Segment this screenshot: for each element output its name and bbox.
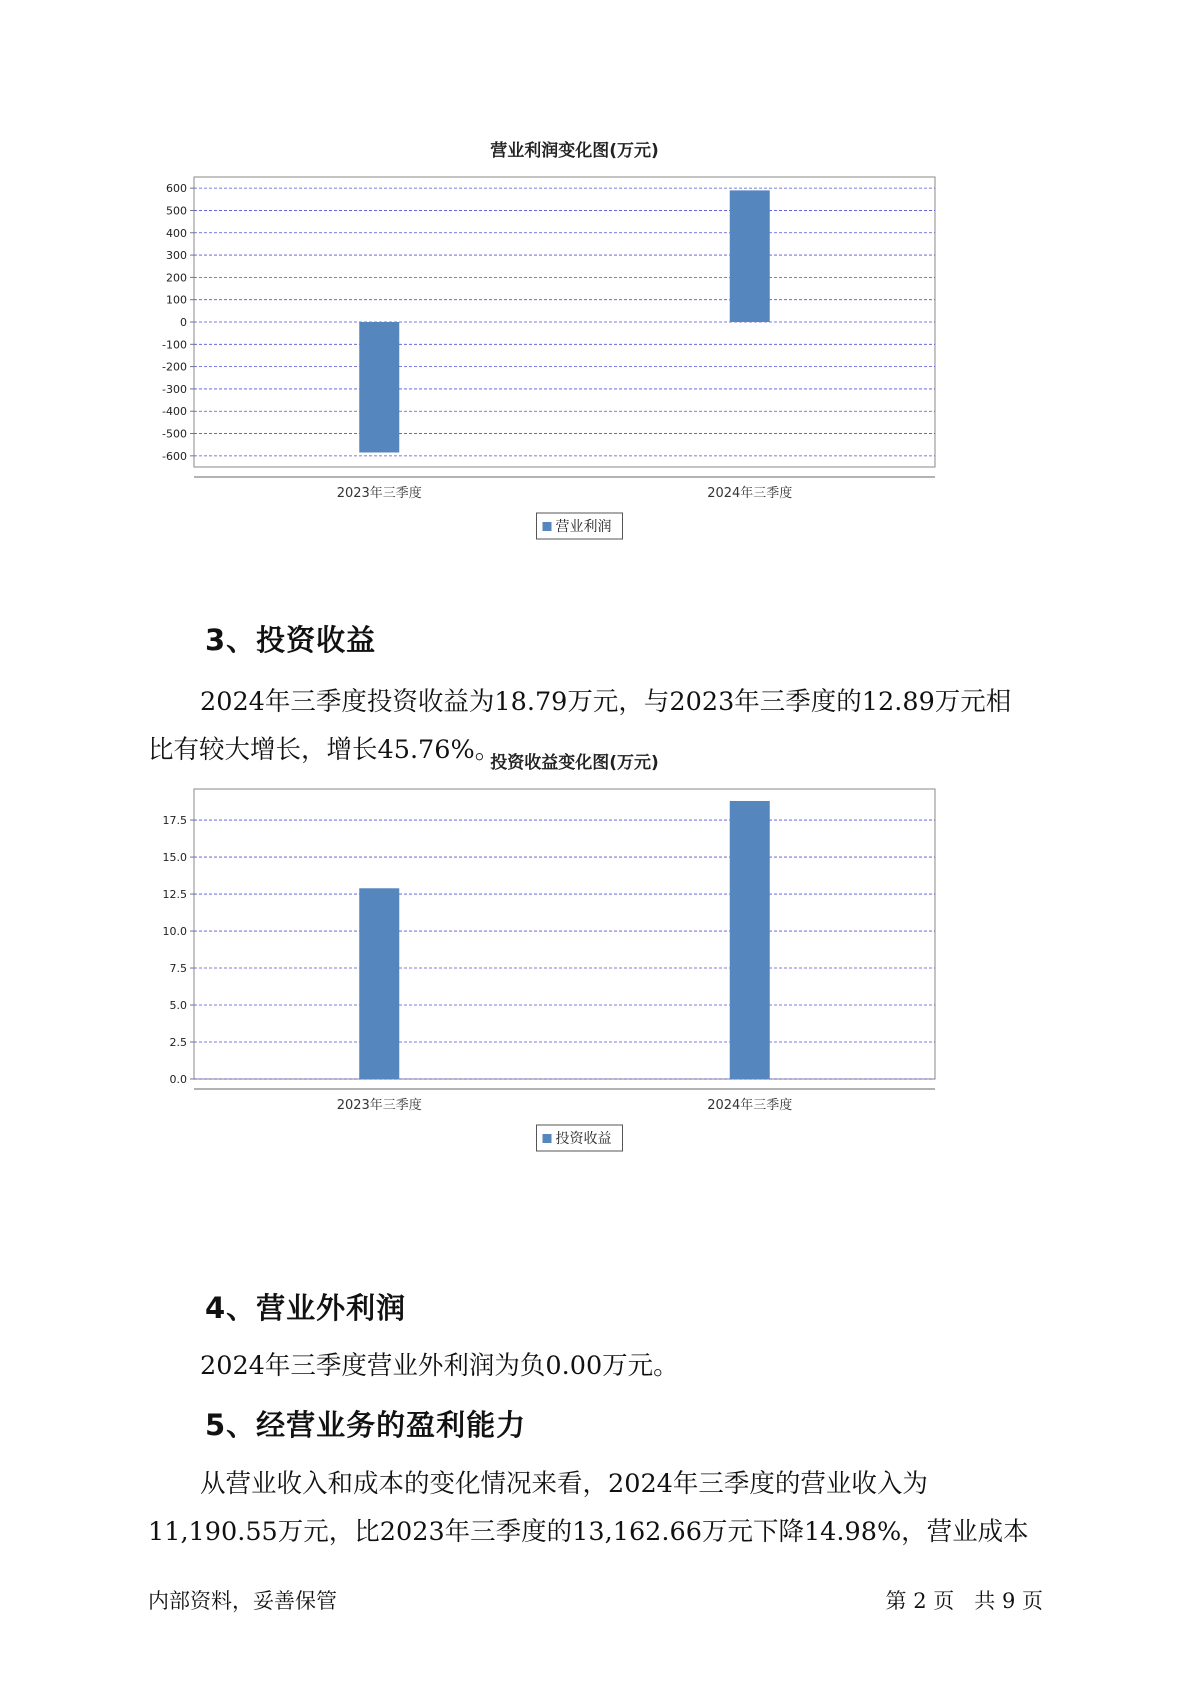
investment-income-chart-svg xyxy=(150,742,1030,1162)
investment-income-chart xyxy=(150,742,1030,1162)
y-tick-label: 5.0 xyxy=(169,999,187,1013)
chart-title: 营业利润变化图(万元) xyxy=(490,141,659,161)
y-tick-label: 200 xyxy=(166,271,187,285)
section-5-line-1: 从营业收入和成本的变化情况来看，2024年三季度的营业收入为 xyxy=(200,1469,928,1499)
section-5-line-2: 11,190.55万元，比2023年三季度的13,162.66万元下降14.98%，营业成本 xyxy=(148,1517,1029,1547)
y-tick-label: 10.0 xyxy=(162,925,187,939)
y-tick-label: -100 xyxy=(162,338,187,352)
y-tick-label: 600 xyxy=(166,182,187,196)
x-tick-label: 2024年三季度 xyxy=(707,486,793,501)
legend-label: 营业利润 xyxy=(555,519,612,535)
section-3-heading: 3、投资收益 xyxy=(205,623,377,657)
x-tick-label: 2023年三季度 xyxy=(336,486,422,501)
footer-page-number: 第 2 页 共 9 页 xyxy=(885,1589,1043,1613)
y-tick-label: 400 xyxy=(166,226,187,240)
y-tick-label: -600 xyxy=(162,449,187,463)
bar xyxy=(359,888,399,1079)
y-tick-label: -300 xyxy=(162,382,187,396)
y-tick-label: 0.0 xyxy=(169,1073,187,1086)
y-tick-label: 15.0 xyxy=(162,851,187,865)
y-tick-label: 500 xyxy=(166,204,187,218)
legend-swatch xyxy=(543,522,552,531)
section-3-line-2: 比有较大增长，增长45.76%。 xyxy=(148,735,501,765)
bar xyxy=(730,190,770,322)
y-tick-label: 12.5 xyxy=(162,888,187,902)
section-4-heading: 4、营业外利润 xyxy=(205,1291,407,1325)
y-tick-label: -400 xyxy=(162,405,187,419)
y-tick-label: -500 xyxy=(162,427,187,441)
section-3-paragraph xyxy=(148,678,1048,774)
y-tick-label: 300 xyxy=(166,249,187,263)
operating-profit-chart-svg xyxy=(150,130,1030,550)
y-tick-label: 100 xyxy=(166,293,187,307)
section-5-heading: 5、经营业务的盈利能力 xyxy=(205,1408,527,1442)
bar xyxy=(359,322,399,453)
chart-title: 投资收益变化图(万元) xyxy=(490,753,659,773)
y-tick-label: 17.5 xyxy=(162,814,187,828)
legend-swatch xyxy=(543,1134,552,1143)
section-3-line-1: 2024年三季度投资收益为18.79万元，与2023年三季度的12.89万元相 xyxy=(200,687,1012,717)
footer-confidential-note: 内部资料，妥善保管 xyxy=(148,1589,337,1613)
operating-profit-chart xyxy=(150,130,1030,550)
section-4-line-1: 2024年三季度营业外利润为负0.00万元。 xyxy=(200,1351,679,1381)
section-5-paragraph xyxy=(148,1460,1048,1556)
section-4-paragraph xyxy=(148,1342,1048,1390)
y-tick-label: -200 xyxy=(162,360,187,374)
plot-area xyxy=(194,789,935,1079)
y-tick-label: 7.5 xyxy=(169,962,187,976)
y-tick-label: 2.5 xyxy=(169,1036,187,1050)
x-tick-label: 2024年三季度 xyxy=(707,1098,793,1113)
x-tick-label: 2023年三季度 xyxy=(336,1098,422,1113)
legend-label: 投资收益 xyxy=(555,1131,612,1147)
bar xyxy=(730,801,770,1079)
y-tick-label: 0 xyxy=(180,316,187,329)
